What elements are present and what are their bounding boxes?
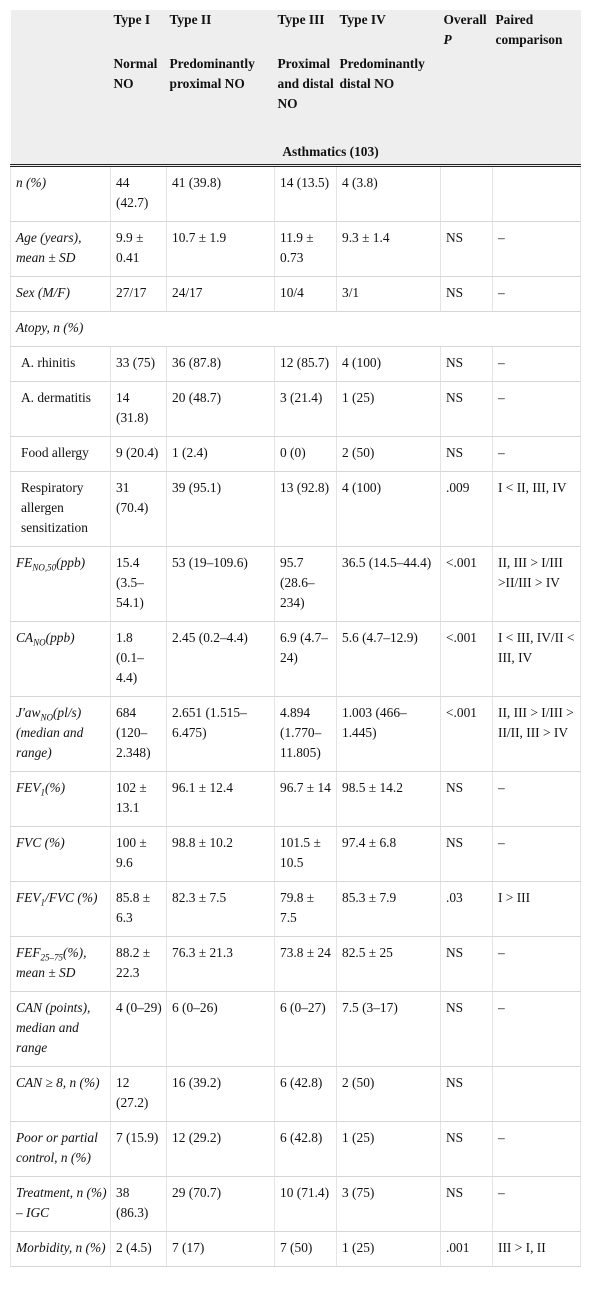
cell-type-iv: 7.5 (3–17)	[337, 992, 441, 1067]
cell-overall-p: NS	[441, 382, 493, 437]
table-row	[11, 1067, 581, 1122]
cell-type-iii: 96.7 ± 14	[275, 772, 337, 827]
table-row	[11, 1122, 581, 1177]
cell-type-iii: 6.9 (4.7–24)	[275, 622, 337, 697]
cell-type-iii: 73.8 ± 24	[275, 937, 337, 992]
cell-type-ii: 98.8 ± 10.2	[167, 827, 275, 882]
cell-overall-p: NS	[441, 437, 493, 472]
table-row	[11, 312, 581, 347]
cell-type-ii: 7 (17)	[167, 1232, 275, 1267]
cell-overall-p	[441, 166, 493, 222]
header-empty-cell	[493, 54, 581, 142]
header-row-subtypes	[11, 54, 581, 142]
cell-type-ii: 10.7 ± 1.9	[167, 222, 275, 277]
row-label: Poor or partial control, n (%)	[11, 1122, 111, 1177]
cell-type-iv: 82.5 ± 25	[337, 937, 441, 992]
header-empty-cell	[11, 54, 111, 142]
table-row	[11, 992, 581, 1067]
cell-paired-comparison: –	[493, 382, 581, 437]
row-label: $FE_{NO,50}(ppb)$	[11, 547, 111, 622]
header-empty-cell	[493, 142, 581, 166]
row-label: n (%)	[11, 166, 111, 222]
row-label: Food allergy	[11, 437, 111, 472]
cell-paired-comparison: II, III > I/III >II/III > IV	[493, 547, 581, 622]
header-group-label: Asthmatics (103)	[111, 142, 493, 166]
table-row	[11, 1177, 581, 1232]
cell-type-i: 14 (31.8)	[111, 382, 167, 437]
header-row-types	[11, 10, 581, 54]
cell-type-i: 27/17	[111, 277, 167, 312]
cell-type-iii: 10 (71.4)	[275, 1177, 337, 1232]
table-row	[11, 882, 581, 937]
cell-type-iii: 101.5 ± 10.5	[275, 827, 337, 882]
header-empty-cell	[11, 10, 111, 54]
cell-paired-comparison: –	[493, 937, 581, 992]
cell-type-i: 9.9 ± 0.41	[111, 222, 167, 277]
cell-type-iii: 10/4	[275, 277, 337, 312]
row-label: Morbidity, n (%)	[11, 1232, 111, 1267]
data-table-container	[10, 10, 580, 1267]
cell-paired-comparison: –	[493, 437, 581, 472]
header-type-iv: Type IV	[337, 10, 441, 54]
cell-type-i: 4 (0–29)	[111, 992, 167, 1067]
cell-type-i: 7 (15.9)	[111, 1122, 167, 1177]
header-subtype-ii: Predominantly proximal NO	[167, 54, 275, 142]
row-label: Atopy, n (%)	[11, 312, 581, 347]
cell-paired-comparison: I < II, III, IV	[493, 472, 581, 547]
row-label: Sex (M/F)	[11, 277, 111, 312]
cell-type-iii: 95.7 (28.6–234)	[275, 547, 337, 622]
cell-type-ii: 1 (2.4)	[167, 437, 275, 472]
cell-overall-p: NS	[441, 937, 493, 992]
table-row	[11, 772, 581, 827]
cell-type-iv: 4 (100)	[337, 472, 441, 547]
cell-type-iii: 13 (92.8)	[275, 472, 337, 547]
cell-overall-p: NS	[441, 772, 493, 827]
header-p-label: P	[443, 32, 452, 47]
table-row	[11, 1232, 581, 1267]
cell-type-i: 85.8 ± 6.3	[111, 882, 167, 937]
cell-type-i: 31 (70.4)	[111, 472, 167, 547]
row-label: FVC (%)	[11, 827, 111, 882]
row-label: $FEV_1(\%)$	[11, 772, 111, 827]
row-label: Age (years), mean ± SD	[11, 222, 111, 277]
cell-type-iii: 12 (85.7)	[275, 347, 337, 382]
table-row	[11, 347, 581, 382]
header-subtype-i: Normal NO	[111, 54, 167, 142]
cell-type-iii: 4.894 (1.770–11.805)	[275, 697, 337, 772]
cell-type-ii: 24/17	[167, 277, 275, 312]
table-row	[11, 937, 581, 992]
cell-type-iii: 79.8 ± 7.5	[275, 882, 337, 937]
cell-overall-p: NS	[441, 1067, 493, 1122]
header-subtype-iv: Predominantly distal NO	[337, 54, 441, 142]
header-empty-cell	[11, 142, 111, 166]
cell-type-iii: 0 (0)	[275, 437, 337, 472]
table-row	[11, 472, 581, 547]
cell-type-i: 44 (42.7)	[111, 166, 167, 222]
cell-type-iv: 1 (25)	[337, 1232, 441, 1267]
row-label: Treatment, n (%) – IGC	[11, 1177, 111, 1232]
table-row	[11, 622, 581, 697]
cell-type-i: 15.4 (3.5–54.1)	[111, 547, 167, 622]
cell-type-i: 9 (20.4)	[111, 437, 167, 472]
cell-type-iv: 1 (25)	[337, 1122, 441, 1177]
table-row	[11, 547, 581, 622]
header-type-iii: Type III	[275, 10, 337, 54]
cell-type-iv: 3 (75)	[337, 1177, 441, 1232]
cell-overall-p: <.001	[441, 697, 493, 772]
cell-type-ii: 6 (0–26)	[167, 992, 275, 1067]
cell-type-ii: 41 (39.8)	[167, 166, 275, 222]
cell-type-ii: 29 (70.7)	[167, 1177, 275, 1232]
cell-paired-comparison: –	[493, 1177, 581, 1232]
cell-paired-comparison: –	[493, 222, 581, 277]
cell-type-iv: 97.4 ± 6.8	[337, 827, 441, 882]
cell-paired-comparison: –	[493, 827, 581, 882]
header-row-group	[11, 142, 581, 166]
cell-type-iv: 4 (3.8)	[337, 166, 441, 222]
row-label: $FEF_{25-75}(\%)$, mean ± SD	[11, 937, 111, 992]
cell-paired-comparison: –	[493, 1122, 581, 1177]
cell-paired-comparison: II, III > I/III > II/II, III > IV	[493, 697, 581, 772]
table-row	[11, 166, 581, 222]
header-paired-comparison: Paired comparison	[493, 10, 581, 54]
header-subtype-iii: Proximal and distal NO	[275, 54, 337, 142]
cell-type-i: 1.8 (0.1–4.4)	[111, 622, 167, 697]
cell-type-i: 38 (86.3)	[111, 1177, 167, 1232]
cell-overall-p: <.001	[441, 547, 493, 622]
cell-type-iv: 9.3 ± 1.4	[337, 222, 441, 277]
cell-type-iii: 6 (42.8)	[275, 1122, 337, 1177]
cell-overall-p: NS	[441, 347, 493, 382]
cell-type-iv: 2 (50)	[337, 1067, 441, 1122]
cell-type-iv: 2 (50)	[337, 437, 441, 472]
cell-paired-comparison	[493, 1067, 581, 1122]
cell-paired-comparison: –	[493, 277, 581, 312]
cell-type-i: 100 ± 9.6	[111, 827, 167, 882]
cell-type-iv: 3/1	[337, 277, 441, 312]
row-label: CAN (points), median and range	[11, 992, 111, 1067]
cell-type-ii: 53 (19–109.6)	[167, 547, 275, 622]
row-label: $CA_{NO}(ppb)$	[11, 622, 111, 697]
cell-paired-comparison: –	[493, 772, 581, 827]
cell-type-iii: 7 (50)	[275, 1232, 337, 1267]
cell-overall-p: .001	[441, 1232, 493, 1267]
cell-type-ii: 39 (95.1)	[167, 472, 275, 547]
cell-type-ii: 2.45 (0.2–4.4)	[167, 622, 275, 697]
cell-type-ii: 76.3 ± 21.3	[167, 937, 275, 992]
cell-type-ii: 16 (39.2)	[167, 1067, 275, 1122]
cell-type-iv: 5.6 (4.7–12.9)	[337, 622, 441, 697]
table-row	[11, 382, 581, 437]
cell-type-iii: 11.9 ± 0.73	[275, 222, 337, 277]
cell-paired-comparison: –	[493, 347, 581, 382]
table-row	[11, 697, 581, 772]
row-label: A. rhinitis	[11, 347, 111, 382]
cell-type-ii: 96.1 ± 12.4	[167, 772, 275, 827]
table-row	[11, 827, 581, 882]
row-label: $J'aw_{NO}(pl/s)$ (median and range)	[11, 697, 111, 772]
cell-type-iii: 14 (13.5)	[275, 166, 337, 222]
row-label: CAN ≥ 8, n (%)	[11, 1067, 111, 1122]
row-label: Respiratory allergen sensitization	[11, 472, 111, 547]
asthmatics-no-types-table	[10, 10, 581, 1267]
cell-overall-p: NS	[441, 222, 493, 277]
cell-type-i: 684 (120–2.348)	[111, 697, 167, 772]
table-row	[11, 222, 581, 277]
cell-type-iv: 98.5 ± 14.2	[337, 772, 441, 827]
cell-type-i: 102 ± 13.1	[111, 772, 167, 827]
row-label: A. dermatitis	[11, 382, 111, 437]
cell-type-ii: 82.3 ± 7.5	[167, 882, 275, 937]
cell-overall-p: NS	[441, 992, 493, 1067]
cell-paired-comparison: III > I, II	[493, 1232, 581, 1267]
cell-type-ii: 20 (48.7)	[167, 382, 275, 437]
header-empty-cell	[441, 54, 493, 142]
cell-type-iv: 1.003 (466–1.445)	[337, 697, 441, 772]
cell-type-iv: 85.3 ± 7.9	[337, 882, 441, 937]
cell-type-i: 88.2 ± 22.3	[111, 937, 167, 992]
cell-type-iii: 6 (42.8)	[275, 1067, 337, 1122]
cell-paired-comparison: I < III, IV/II < III, IV	[493, 622, 581, 697]
cell-overall-p: <.001	[441, 622, 493, 697]
cell-type-ii: 2.651 (1.515–6.475)	[167, 697, 275, 772]
cell-type-ii: 12 (29.2)	[167, 1122, 275, 1177]
cell-paired-comparison	[493, 166, 581, 222]
cell-paired-comparison: I > III	[493, 882, 581, 937]
table-row	[11, 437, 581, 472]
cell-overall-p: .009	[441, 472, 493, 547]
cell-type-i: 33 (75)	[111, 347, 167, 382]
header-overall-label: Overall	[443, 12, 487, 27]
cell-paired-comparison: –	[493, 992, 581, 1067]
cell-type-iv: 36.5 (14.5–44.4)	[337, 547, 441, 622]
cell-overall-p: NS	[441, 1122, 493, 1177]
header-type-ii: Type II	[167, 10, 275, 54]
cell-type-ii: 36 (87.8)	[167, 347, 275, 382]
row-label: $FEV_1$/FVC (%)	[11, 882, 111, 937]
header-overall-p	[441, 10, 493, 54]
cell-type-iii: 3 (21.4)	[275, 382, 337, 437]
cell-type-iv: 1 (25)	[337, 382, 441, 437]
header-type-i: Type I	[111, 10, 167, 54]
cell-type-iv: 4 (100)	[337, 347, 441, 382]
cell-type-i: 2 (4.5)	[111, 1232, 167, 1267]
cell-type-i: 12 (27.2)	[111, 1067, 167, 1122]
cell-overall-p: NS	[441, 277, 493, 312]
cell-type-iii: 6 (0–27)	[275, 992, 337, 1067]
cell-overall-p: NS	[441, 827, 493, 882]
cell-overall-p: NS	[441, 1177, 493, 1232]
table-header	[11, 10, 581, 166]
cell-overall-p: .03	[441, 882, 493, 937]
table-body	[11, 166, 581, 1267]
table-row	[11, 277, 581, 312]
